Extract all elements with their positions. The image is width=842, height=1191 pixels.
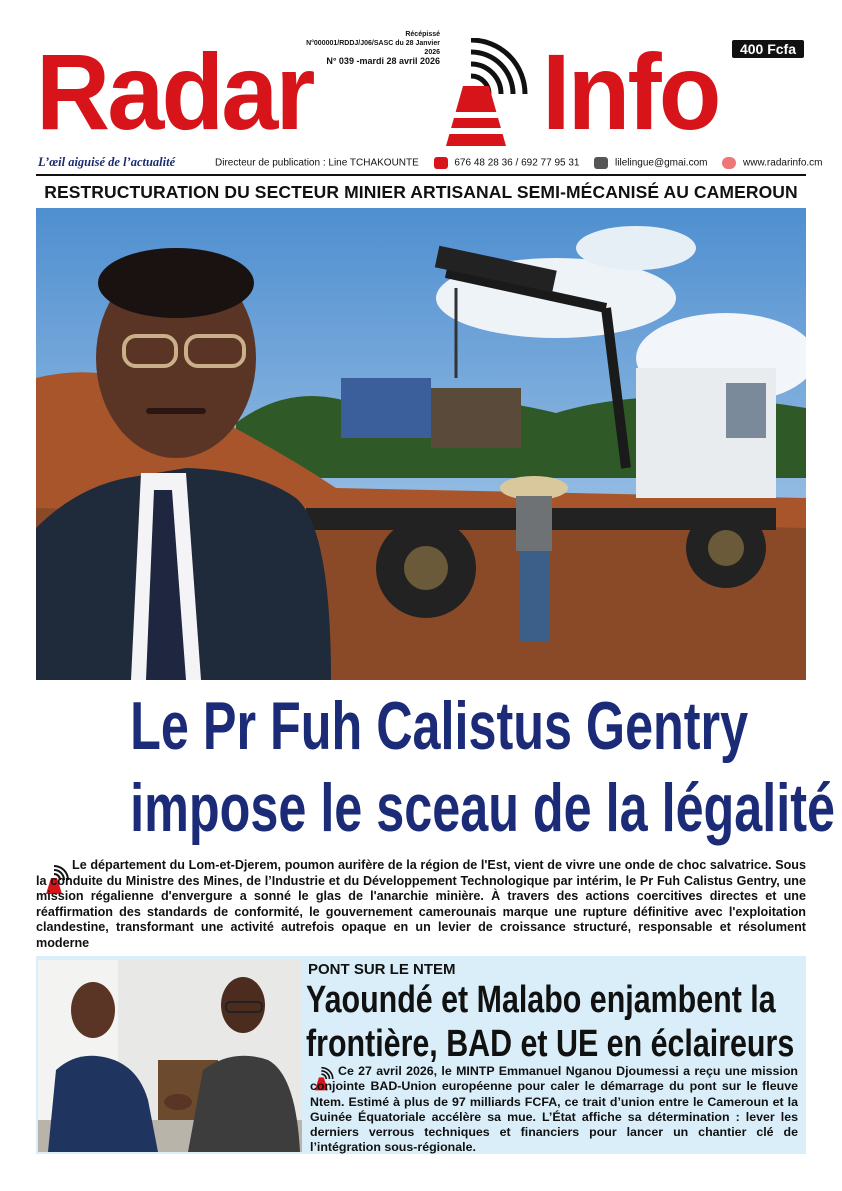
receipt-info [300,30,440,57]
receipt-number: N°000001/RDDJ/J06/SASC du 28 Janvier 2026 [306,40,440,56]
website-icon [722,157,736,169]
price-badge: 400 Fcfa [732,40,804,58]
phone-text: 676 48 28 36 / 692 77 95 31 [454,157,580,169]
director-text: Directeur de publication : Line TCHAKOUNTE [215,157,419,169]
lead-text: Le département du Lom-et-Djerem, poumon aurifère de la région de l'Est, vient de vivre une onde de choc salvatrice. Sous la conduite du Ministre des Mines, de l’Industrie et du Développement Technologique par intérim, le Pr Fuh Calistus Gentry, une mission régalienne d'envergure a sonné le glas de l'anarchie minière. À travers des actions coercitives directes et une réaffirmation des standards de conformité, le gouvernement camerounais marque une rupture définitive avec l'exploitation clandestine, transformant une activité autrefois opaque en un levier de croissance structuré, responsable et résolument moderne [36,858,806,950]
email-text[interactable]: lilelingue@gmai.com [615,157,708,169]
main-photo [36,208,806,680]
lead-paragraph [36,858,806,951]
website-text[interactable]: www.radarinfo.cm [743,157,823,169]
secondary-title-line-2: frontière, BAD et UE en éclaireurs [306,1023,795,1065]
slogan: L’œil aiguisé de l’actualité [38,155,176,169]
secondary-title [306,978,795,1066]
masthead-divider [36,174,806,176]
secondary-paragraph [310,1064,798,1156]
contact-line [215,157,823,169]
receipt-label: Récépissé [405,31,440,38]
headline-line-2: impose le sceau de la légalité [130,770,835,846]
phone-icon [434,157,448,169]
secondary-kicker: PONT SUR LE NTEM [308,961,456,978]
headline-line-1: Le Pr Fuh Calistus Gentry [130,688,749,764]
logo-info: Info [542,31,719,152]
secondary-title-line-1: Yaoundé et Malabo enjambent la [306,979,776,1021]
logo-radar: Radar [36,31,313,152]
secondary-text: Ce 27 avril 2026, le MINTP Emmanuel Nganou Djoumessi a reçu une mission conjointe BAD-Union européenne pour caler le démarrage du pont sur le fleuve Ntem. Estimé à plus de 97 milliards FCFA, ce trait d’union entre le Cameroun et la Guinée Équatoriale accélère sa mue. L’État affiche sa détermination : lever les derniers verrous techniques et financiers pour lancer un chantier clé de l’intégration sous-régionale. [310,1064,798,1155]
main-kicker: RESTRUCTURATION DU SECTEUR MINIER ARTISANAL SEMI-MÉCANISÉ AU CAMEROUN [44,182,798,202]
issue-date: N° 039 -mardi 28 avril 2026 [326,56,440,66]
email-icon [594,157,608,169]
handshake-photo [38,960,302,1152]
